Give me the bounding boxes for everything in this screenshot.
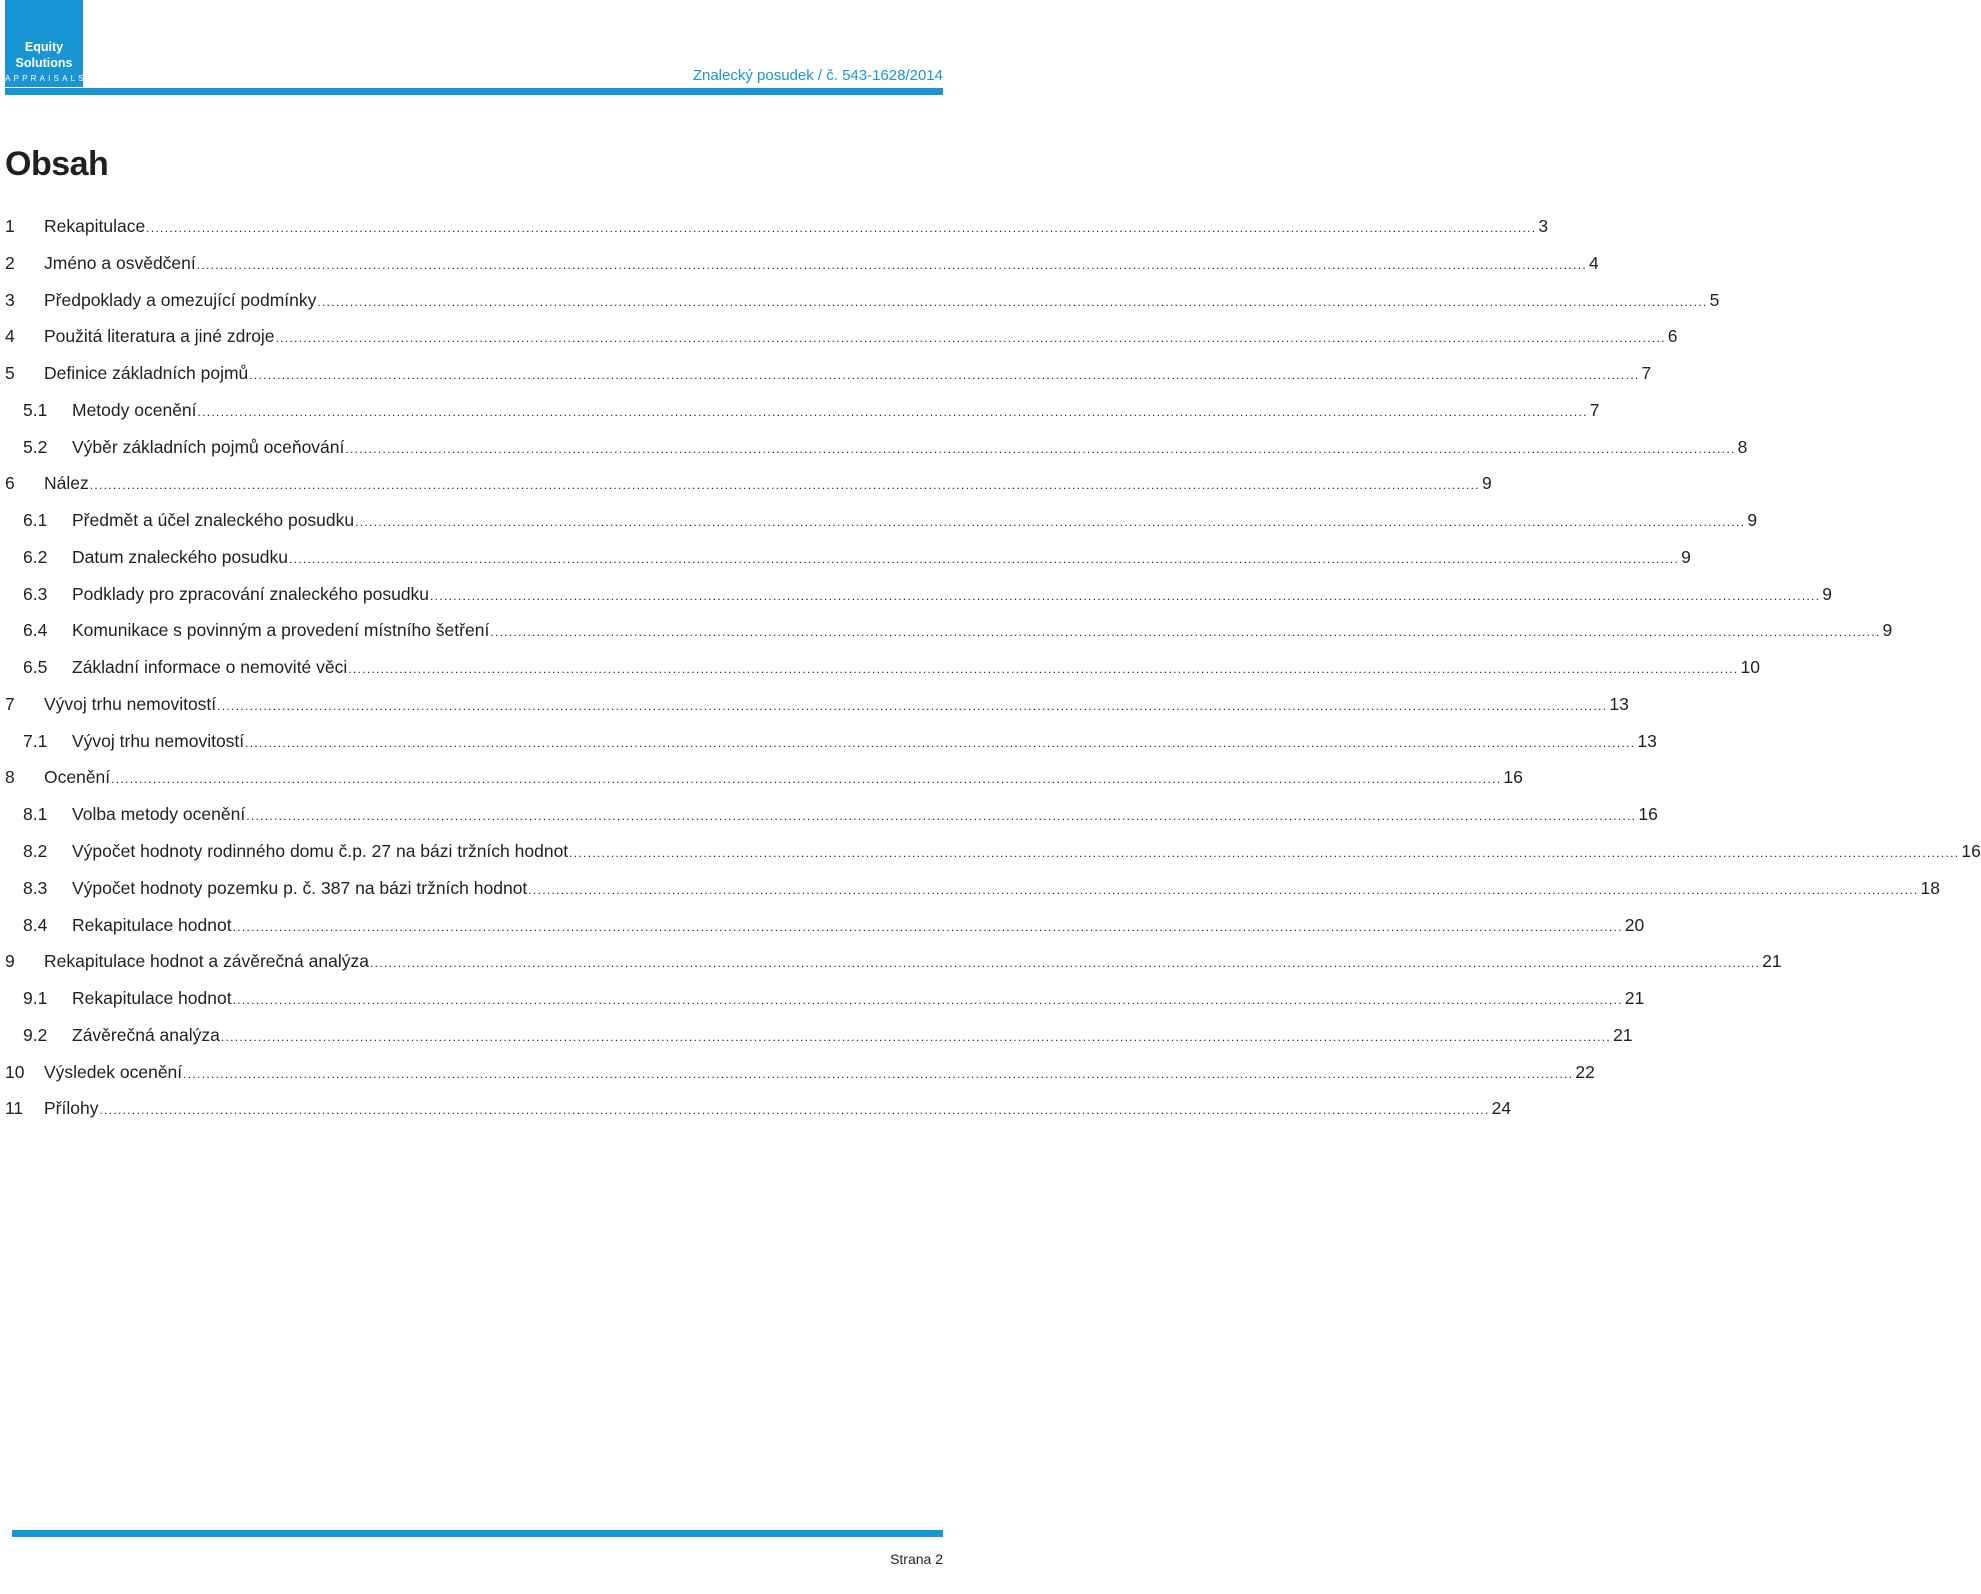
toc-entry-label: Ocenění — [44, 767, 111, 788]
toc-entry-number: 8.2 — [23, 841, 48, 862]
toc-entry-page: 10 — [1740, 657, 1760, 678]
toc-dot-leader: ............................................................................................................................................................................................................................................................................................................ — [232, 919, 1623, 934]
toc-dot-leader: ............................................................................................................................................................................................................................................................................................................ — [232, 993, 1623, 1008]
toc-entry[interactable] — [5, 355, 1652, 392]
toc-entry[interactable] — [5, 759, 1523, 796]
table-of-contents — [5, 208, 1981, 1127]
company-logo — [5, 0, 87, 87]
toc-dot-leader: ............................................................................................................................................................................................................................................................................................................ — [275, 331, 1666, 346]
toc-entry-page: 9 — [1882, 620, 1893, 641]
toc-entry-number: 1 — [5, 216, 15, 236]
toc-entry-page: 16 — [1503, 767, 1523, 788]
footer-divider — [12, 1530, 943, 1537]
toc-entry-label: Předmět a účel znaleckého posudku — [72, 510, 355, 531]
page-number: Strana 2 — [890, 1551, 943, 1567]
toc-entry-label: Výpočet hodnoty rodinného domu č.p. 27 na bázi tržních hodnot — [72, 841, 569, 862]
toc-entry-page: 21 — [1613, 1024, 1633, 1045]
toc-entry[interactable] — [5, 208, 1549, 245]
toc-entry-label: Výsledek ocenění — [44, 1061, 183, 1082]
toc-entry[interactable] — [5, 1054, 1595, 1091]
toc-entry[interactable] — [5, 686, 1629, 723]
toc-entry-label: Výpočet hodnoty pozemku p. č. 387 na bázi tržních hodnot — [72, 877, 528, 898]
page-title: Obsah — [5, 145, 109, 183]
logo-line-appraisals: APPRAISALS — [5, 74, 87, 83]
toc-entry[interactable] — [5, 649, 1760, 686]
toc-entry-page: 16 — [1638, 804, 1658, 825]
toc-entry-page: 9 — [1822, 583, 1832, 604]
toc-dot-leader: ............................................................................................................................................................................................................................................................................................................ — [430, 588, 1821, 603]
toc-entry-page: 20 — [1624, 914, 1645, 935]
toc-entry[interactable] — [5, 907, 1645, 944]
toc-dot-leader: ............................................................................................................................................................................................................................................................................................................ — [111, 772, 1502, 787]
toc-dot-leader: ............................................................................................................................................................................................................................................................................................................ — [183, 1066, 1574, 1081]
document-reference: Znalecký posudek / č. 543-1628/2014 — [692, 67, 943, 84]
toc-entry-number: 5 — [5, 363, 15, 384]
toc-entry-label: Použitá literatura a jiné zdroje — [44, 326, 275, 347]
toc-entry[interactable] — [5, 539, 1691, 576]
toc-entry[interactable] — [5, 870, 1940, 907]
toc-entry-number: 6.1 — [23, 510, 48, 531]
toc-entry-label: Komunikace s povinným a provedení místního šetření — [72, 620, 490, 641]
toc-entry-number: 9.1 — [23, 988, 48, 1009]
toc-entry-number: 11 — [5, 1098, 24, 1119]
toc-entry[interactable] — [5, 392, 1600, 429]
toc-dot-leader: ............................................................................................................................................................................................................................................................................................................ — [245, 735, 1636, 750]
toc-dot-leader: ............................................................................................................................................................................................................................................................................................................ — [345, 441, 1736, 456]
toc-entry-page: 18 — [1920, 877, 1940, 898]
toc-entry-label: Předpoklady a omezující podmínky — [44, 289, 317, 310]
toc-entry-number: 2 — [5, 252, 15, 273]
toc-entry-page: 6 — [1667, 326, 1678, 347]
toc-entry-number: 7.1 — [23, 730, 48, 751]
toc-entry-label: Závěrečná analýza — [72, 1024, 220, 1045]
toc-dot-leader: ............................................................................................................................................................................................................................................................................................................ — [246, 809, 1637, 824]
toc-entry[interactable] — [5, 245, 1599, 282]
toc-dot-leader: ............................................................................................................................................................................................................................................................................................................ — [89, 478, 1480, 493]
toc-entry-number: 6.3 — [23, 583, 48, 604]
toc-entry-number: 7 — [5, 693, 15, 714]
toc-entry-label: Podklady pro zpracování znaleckého posudku — [72, 583, 430, 604]
toc-entry-page: 7 — [1589, 399, 1600, 420]
toc-entry-page: 21 — [1762, 951, 1782, 972]
toc-entry-page: 5 — [1709, 289, 1720, 310]
toc-entry[interactable] — [5, 980, 1645, 1017]
toc-entry-page: 9 — [1681, 546, 1691, 567]
toc-entry-page: 13 — [1637, 730, 1657, 751]
toc-entry-number: 8 — [5, 767, 15, 788]
toc-dot-leader: ............................................................................................................................................................................................................................................................................................................ — [569, 846, 1960, 861]
toc-entry-page: 4 — [1588, 252, 1599, 273]
toc-entry-page: 8 — [1737, 436, 1748, 457]
toc-dot-leader: ............................................................................................................................................................................................................................................................................................................ — [249, 368, 1640, 383]
toc-entry[interactable] — [5, 429, 1748, 466]
toc-entry-number: 6.4 — [23, 620, 48, 641]
toc-entry-label: Výběr základních pojmů oceňování — [72, 436, 345, 457]
toc-entry-page: 7 — [1641, 363, 1652, 384]
toc-entry-number: 6.2 — [23, 546, 48, 567]
toc-entry[interactable] — [5, 943, 1782, 980]
toc-entry[interactable] — [5, 502, 1758, 539]
toc-entry-number: 6.5 — [23, 657, 48, 678]
toc-entry[interactable] — [5, 796, 1658, 833]
toc-dot-leader: ............................................................................................................................................................................................................................................................................................................ — [348, 662, 1739, 677]
toc-entry-label: Vývoj trhu nemovitostí — [72, 730, 245, 751]
toc-entry-label: Metody ocenění — [72, 399, 197, 420]
toc-dot-leader: ............................................................................................................................................................................................................................................................................................................ — [369, 956, 1761, 971]
toc-entry-number: 8.3 — [23, 877, 48, 898]
toc-entry-number: 9 — [5, 951, 15, 972]
toc-entry-page: 16 — [1961, 841, 1981, 862]
toc-entry-label: Vývoj trhu nemovitostí — [44, 693, 217, 714]
toc-dot-leader: ............................................................................................................................................................................................................................................................................................................ — [220, 1029, 1612, 1044]
toc-entry[interactable] — [5, 833, 1981, 870]
toc-dot-leader: ............................................................................................................................................................................................................................................................................................................ — [528, 882, 1919, 897]
toc-entry[interactable] — [5, 465, 1492, 502]
toc-entry-number: 10 — [5, 1061, 25, 1082]
toc-entry-label: Rekapitulace hodnot a závěrečná analýza — [44, 951, 369, 972]
toc-entry-label: Datum znaleckého posudku — [72, 546, 288, 567]
toc-entry-page: 3 — [1538, 216, 1549, 236]
toc-entry-page: 13 — [1609, 693, 1629, 714]
header-divider — [5, 88, 943, 95]
toc-entry-number: 8.1 — [23, 804, 48, 825]
toc-entry-page: 9 — [1747, 510, 1758, 531]
toc-entry[interactable] — [5, 282, 1720, 319]
toc-entry-number: 4 — [5, 326, 15, 347]
toc-entry-label: Rekapitulace — [44, 216, 146, 236]
logo-line-equity: Equity — [24, 40, 64, 54]
toc-dot-leader: ............................................................................................................................................................................................................................................................................................................ — [490, 625, 1881, 640]
toc-entry[interactable] — [5, 612, 1893, 649]
toc-dot-leader: ............................................................................................................................................................................................................................................................................................................ — [146, 221, 1537, 235]
toc-dot-leader: ............................................................................................................................................................................................................................................................................................................ — [197, 404, 1588, 419]
toc-dot-leader: ............................................................................................................................................................................................................................................................................................................ — [288, 551, 1680, 566]
toc-dot-leader: ............................................................................................................................................................................................................................................................................................................ — [217, 698, 1608, 713]
toc-entry-number: 3 — [5, 289, 15, 310]
toc-entry-page: 22 — [1575, 1061, 1595, 1082]
toc-dot-leader: ............................................................................................................................................................................................................................................................................................................ — [99, 1103, 1490, 1118]
toc-dot-leader: ............................................................................................................................................................................................................................................................................................................ — [355, 515, 1746, 530]
toc-entry-label: Rekapitulace hodnot — [72, 914, 232, 935]
toc-entry[interactable] — [5, 318, 1678, 355]
toc-entry-number: 5.2 — [23, 436, 48, 457]
toc-entry-label: Nález — [44, 473, 89, 494]
toc-entry-label: Definice základních pojmů — [44, 363, 249, 384]
toc-entry-number: 5.1 — [23, 399, 48, 420]
toc-dot-leader: ............................................................................................................................................................................................................................................................................................................ — [196, 257, 1587, 272]
toc-entry-label: Volba metody ocenění — [72, 804, 246, 825]
toc-entry-label: Přílohy — [44, 1098, 99, 1119]
toc-entry[interactable] — [5, 1090, 1512, 1127]
toc-entry-label: Rekapitulace hodnot — [72, 988, 232, 1009]
toc-entry[interactable] — [5, 723, 1657, 760]
toc-dot-leader: ............................................................................................................................................................................................................................................................................................................ — [317, 294, 1708, 309]
toc-entry-page: 21 — [1624, 988, 1645, 1009]
toc-entry-number: 6 — [5, 473, 15, 494]
toc-entry[interactable] — [5, 1017, 1633, 1054]
toc-entry-page: 24 — [1491, 1098, 1512, 1119]
toc-entry[interactable] — [5, 576, 1832, 613]
logo-line-solutions: Solutions — [15, 56, 73, 70]
toc-entry-number: 8.4 — [23, 914, 48, 935]
toc-entry-number: 9.2 — [23, 1024, 48, 1045]
toc-entry-label: Základní informace o nemovité věci — [72, 657, 348, 678]
toc-entry-page: 9 — [1481, 473, 1492, 494]
toc-entry-label: Jméno a osvědčení — [44, 252, 196, 273]
